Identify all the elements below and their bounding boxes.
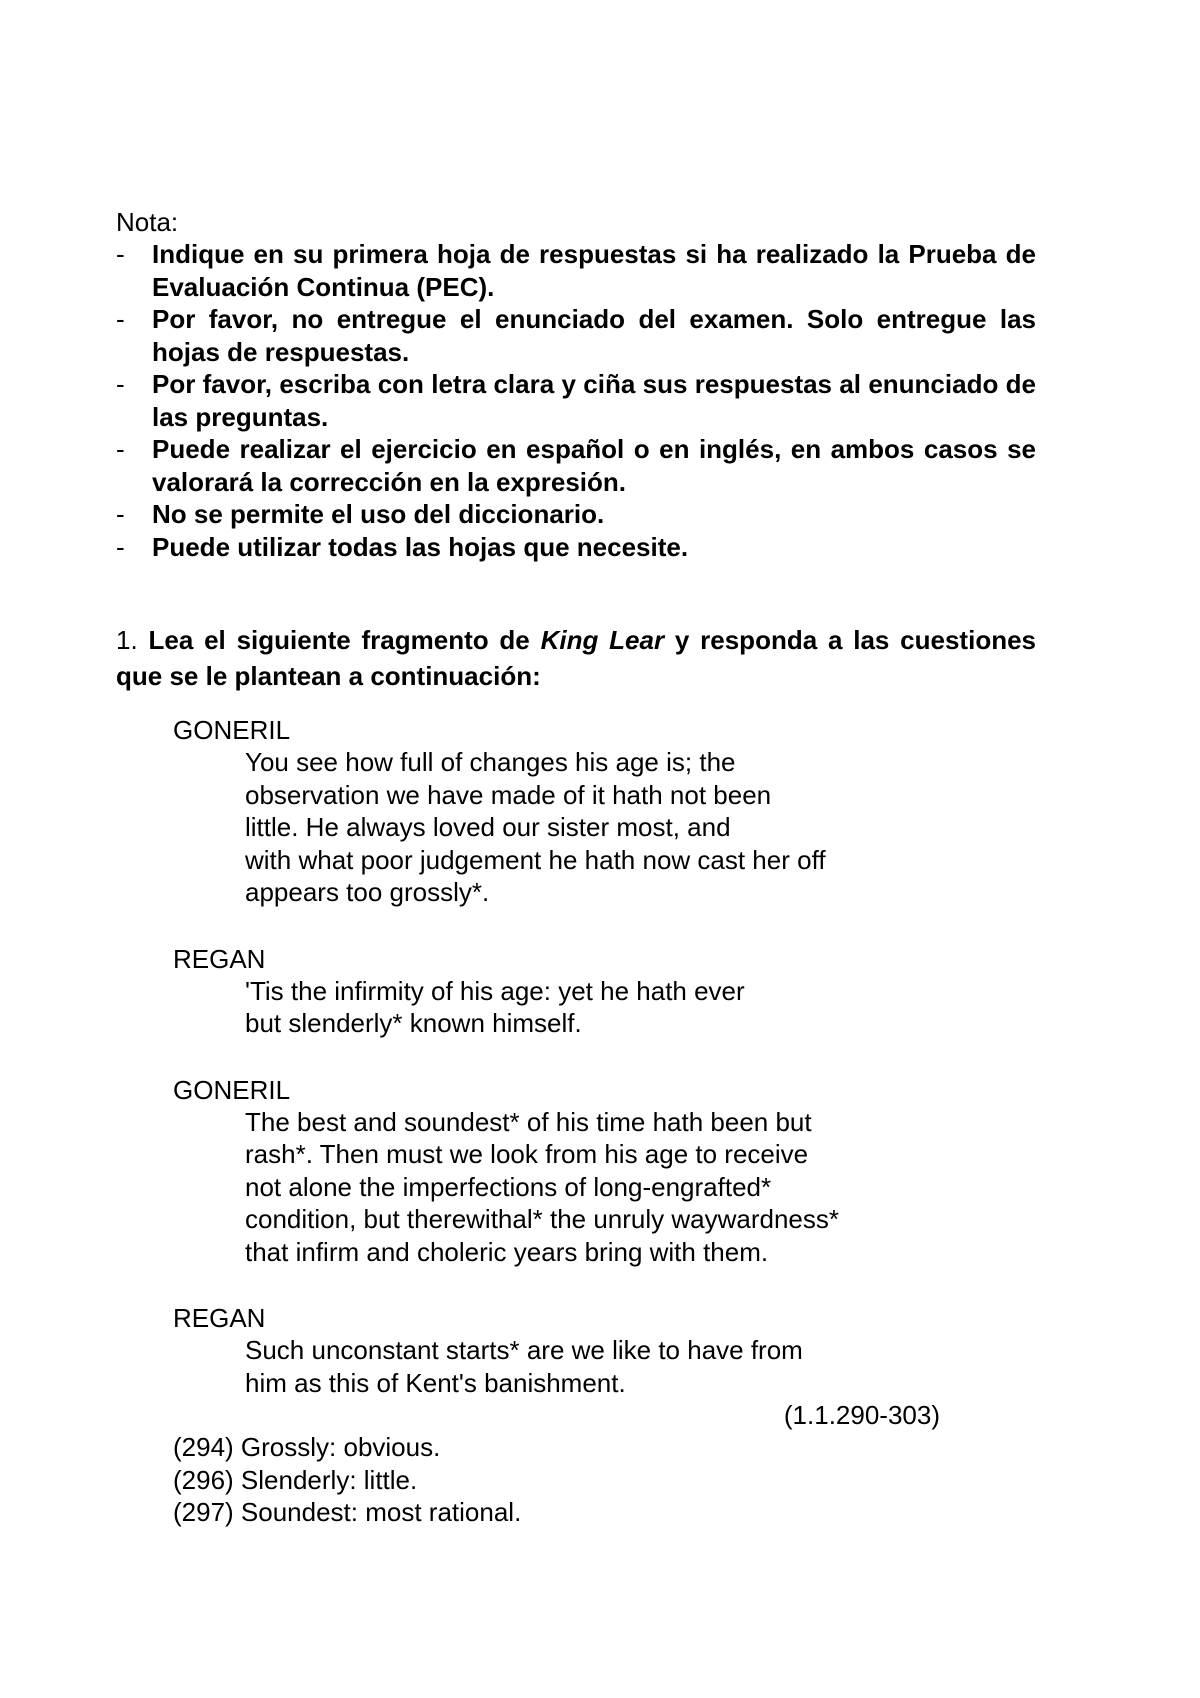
nota-item — [116, 303, 1036, 368]
speech-lines — [245, 975, 1036, 1040]
speech-block — [173, 714, 1036, 909]
speaker-name: GONERIL — [173, 1074, 291, 1105]
gloss-entry: (296) Slenderly: little. — [173, 1464, 418, 1495]
speaker-name: REGAN — [173, 943, 266, 974]
verse-line: condition, but therewithal* the unruly waywardness* — [245, 1204, 840, 1234]
nota-item-text: Indique en su primera hoja de respuestas si ha realizado la Prueba de Evaluación Continua (PEC). — [152, 239, 1036, 302]
verse-line: appears too grossly*. — [245, 877, 490, 907]
speech-lines — [245, 1106, 1036, 1269]
nota-item-text: Por favor, escriba con letra clara y ciña sus respuestas al enunciado de las preguntas. — [152, 369, 1036, 432]
gloss-entry: (294) Grossly: obvious. — [173, 1432, 441, 1462]
speech-lines — [245, 1334, 1036, 1399]
play-excerpt — [173, 714, 1036, 1529]
nota-item-text: Por favor, no entregue el enunciado del examen. Solo entregue las hojas de respuestas. — [152, 304, 1036, 367]
verse-line: little. He always loved our sister most, and — [245, 812, 731, 842]
glossary — [173, 1431, 1036, 1529]
speaker-name: GONERIL — [173, 715, 291, 745]
nota-section — [116, 206, 1036, 563]
verse-line: with what poor judgement he hath now cast her off — [245, 844, 826, 875]
verse-line: but slenderly* known himself. — [245, 1008, 582, 1038]
nota-item-text: No se permite el uso del diccionario. — [152, 499, 605, 529]
list-dash: - — [116, 434, 125, 464]
speech-lines — [245, 746, 1036, 909]
list-dash: - — [116, 369, 125, 399]
question-text-after: y responda a las cuestiones que se le plantean a continuación: — [116, 625, 1036, 691]
nota-item-text: Puede utilizar todas las hojas que necesite. — [152, 531, 689, 562]
verse-line: Such unconstant starts* are we like to have from — [245, 1335, 803, 1365]
nota-item — [116, 238, 1036, 303]
nota-item — [116, 433, 1036, 498]
nota-item-text: Puede realizar el ejercicio en español o en inglés, en ambos casos se valorará la corrección en la expresión. — [152, 434, 1036, 497]
question-number: 1. — [116, 625, 138, 655]
speech-block — [173, 1074, 1036, 1269]
verse-line: 'Tis the infirmity of his age: yet he hath ever — [245, 975, 745, 1006]
verse-line: observation we have made of it hath not been — [245, 779, 772, 810]
verse-line: You see how full of changes his age is; the — [245, 747, 736, 777]
speaker-name: REGAN — [173, 1303, 266, 1333]
nota-item — [116, 368, 1036, 433]
speech-block — [173, 1302, 1036, 1399]
verse-line: that infirm and choleric years bring with them. — [245, 1236, 769, 1267]
play-title: King Lear — [540, 625, 665, 655]
nota-title: Nota: — [116, 207, 179, 237]
verse-line: The best and soundest* of his time hath been but — [245, 1106, 812, 1137]
list-dash: - — [116, 304, 125, 334]
nota-item — [116, 498, 1036, 531]
verse-line: him as this of Kent's banishment. — [245, 1367, 626, 1398]
gloss-entry: (297) Soundest: most rational. — [173, 1497, 522, 1527]
verse-line: rash*. Then must we look from his age to receive — [245, 1139, 809, 1169]
list-dash: - — [116, 531, 125, 562]
verse-line: not alone the imperfections of long-engrafted* — [245, 1171, 772, 1202]
exam-page — [116, 206, 1036, 1529]
question-1-prompt — [116, 622, 1036, 694]
nota-item — [116, 531, 1036, 564]
nota-list — [116, 238, 1036, 563]
line-citation: (1.1.290-303) — [783, 1400, 940, 1430]
question-text-before: Lea el siguiente fragmento de — [148, 625, 530, 655]
list-dash: - — [116, 499, 125, 529]
list-dash: - — [116, 239, 125, 269]
speech-block — [173, 943, 1036, 1040]
